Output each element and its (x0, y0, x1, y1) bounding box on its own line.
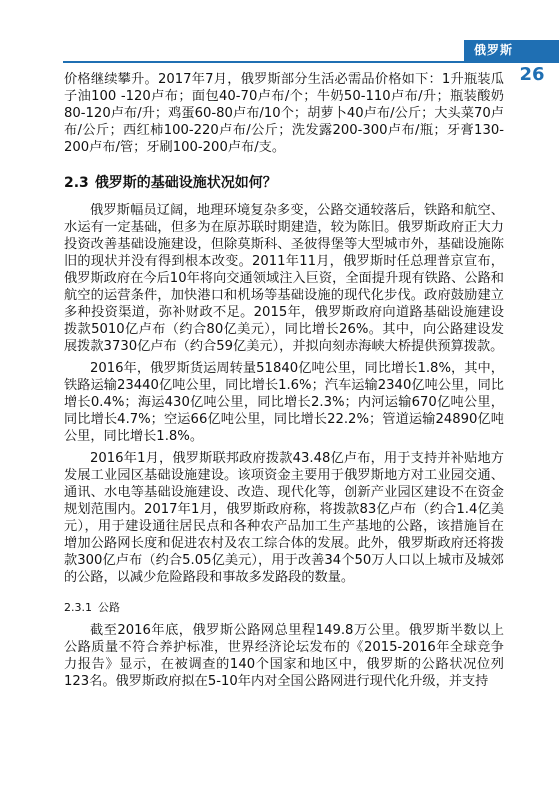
page-body (64, 71, 504, 690)
paragraph-industrial-parks: 2016年1月，俄罗斯联邦政府拨款43.48亿卢布，用于支持并补贴地方发展工业园区基础设施建设。该项资金主要用于俄罗斯地方对工业园交通、通讯、水电等基础设施建设、改造、现代化等，创新产业园区建设不在资金规划范围内。2017年1月，俄罗斯政府称，将拨款83亿卢布（约合1.4亿美元），用于建设通往居民点和各种农产品加工生产基地的公路，该措施旨在增加公路网长度和促进农村及农工综合体的发展。此外，俄罗斯政府还将拨款300亿卢布（约合5.05亿美元），用于改善34个50万人口以上城市及城郊的公路，以减少危险路段和事故多发路段的数量。 (64, 451, 504, 585)
chapter-tab (464, 40, 559, 61)
section-heading-2-3 (64, 174, 504, 192)
chapter-tab-label: 俄罗斯 (474, 43, 514, 57)
paragraph-infrastructure-overview: 俄罗斯幅员辽阔，地理环境复杂多变，公路交通较落后，铁路和航空、水运有一定基础，但多为在原苏联时期建造，较为陈旧。俄罗斯政府正大力投资改善基础设施建设，但除莫斯科、圣彼得堡等大型城市外，基础设施陈旧的现状并没有得到根本改变。2011年11月，俄罗斯时任总理普京宣布，俄罗斯政府在今后10年将向交通领域注入巨资，全面提升现有铁路、公路和航空的运营条件，加快港口和机场等基础设施的现代化步伐。政府鼓励建立多种投资渠道，弥补财政不足。2015年，俄罗斯政府向道路基础设施建设拨款5010亿卢布（约合80亿美元），同比增长26%。其中，向公路建设发展拨款3730亿卢布（约合59亿美元），并拟向刻赤海峡大桥提供预算拨款。 (64, 203, 504, 354)
paragraph-price-list: 价格继续攀升。2017年7月，俄罗斯部分生活必需品价格如下：1升瓶装瓜子油100 -120卢布；面包40-70卢布/个；牛奶50-110卢布/升；瓶装酸奶80-120卢布/升；鸡蛋60-80卢布/10个；胡萝卜40卢布/公斤；大头菜70卢布/公斤；西红柿100-220卢布/公斤；洗发露200-300卢布/瓶；牙膏130-200卢布/管；牙刷100-200卢布/支。 (64, 72, 504, 155)
section-title: 俄罗斯的基础设施状况如何？ (94, 175, 277, 191)
page-number: 26 (519, 64, 545, 85)
header-rule (63, 61, 559, 63)
subsection-title: 公路 (98, 601, 120, 614)
paragraph-freight-turnover: 2016年，俄罗斯货运周转量51840亿吨公里，同比增长1.8%，其中，铁路运输23440亿吨公里，同比增长1.6%；汽车运输2340亿吨公里，同比增长0.4%；海运430亿吨公里，同比增长2.3%；内河运输670亿吨公里，同比增长4.7%；空运66亿吨公里，同比增长22.2%；管道运输24890亿吨公里，同比增长1.8%。 (64, 361, 504, 444)
paragraph-road-network: 截至2016年底，俄罗斯公路网总里程149.8万公里。俄罗斯半数以上公路质量不符合养护标准，世界经济论坛发布的《2015-2016年全球竞争力报告》显示，在被调查的140个国家和地区中，俄罗斯的公路状况位列123名。俄罗斯政府拟在5-10年内对全国公路网进行现代化升级，并支持 (64, 623, 504, 689)
subsection-number: 2.3.1 (64, 601, 92, 614)
section-number: 2.3 (64, 175, 89, 191)
section-heading-2-3-1 (64, 600, 504, 616)
